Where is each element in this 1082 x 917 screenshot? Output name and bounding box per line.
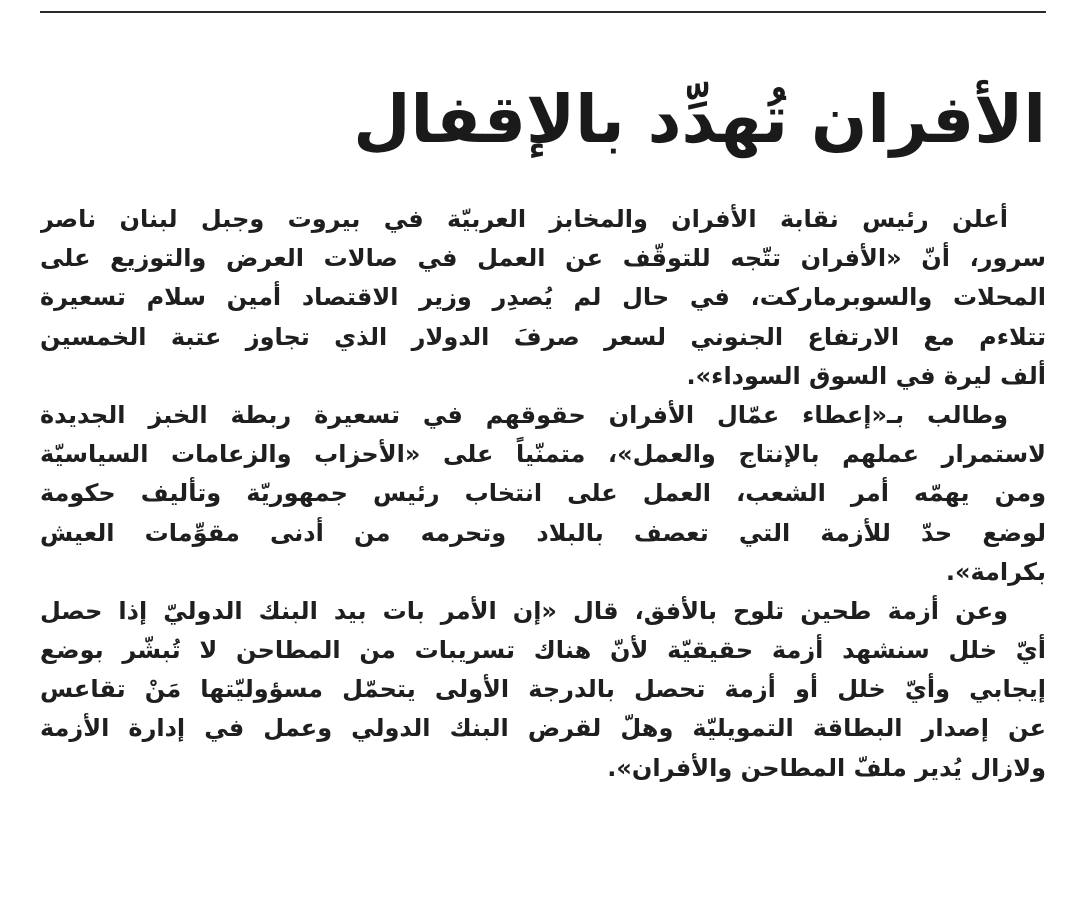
text-line: إيجابي وأيّ خلل أو أزمة تحصل بالدرجة الأولى يتحمّل مسؤوليّتها مَنْ تقاعس	[40, 675, 1046, 704]
text-line: لوضع حدّ للأزمة التي تعصف بالبلاد وتحرمه من أدنى مقوِّمات العيش	[40, 518, 1046, 547]
paragraph-2	[40, 396, 1046, 592]
text-line: وعن أزمة طحين تلوح بالأفق، قال «إن الأمر بات بيد البنك الدوليّ إذا حصل	[40, 596, 1008, 625]
text-line: وطالب بـ«إعطاء عمّال الأفران حقوقهم في تسعيرة ربطة الخبز الجديدة	[40, 400, 1008, 429]
text-line: ولازال يُدير ملفّ المطاحن والأفران».	[607, 753, 1046, 782]
text-line: بكرامة».	[945, 557, 1046, 586]
paragraph-1	[40, 200, 1046, 396]
article-body	[40, 200, 1046, 788]
text-line: سرور، أنّ «الأفران تتّجه للتوقّف عن العمل في صالات العرض والتوزيع على	[40, 244, 1046, 273]
text-line: أيّ خلل سنشهد أزمة حقيقيّة لأنّ هناك تسريبات من المطاحن لا تُبشّر بوضع	[40, 636, 1046, 665]
text-line: ألف ليرة في السوق السوداء».	[686, 361, 1046, 390]
text-line: ومن يهمّه أمر الشعب، العمل على انتخاب رئيس جمهوريّة وتأليف حكومة	[40, 479, 1046, 508]
paragraph-3	[40, 592, 1046, 788]
text-line: لاستمرار عملهم بالإنتاج والعمل»، متمنّياً على «الأحزاب والزعامات السياسيّة	[40, 440, 1046, 469]
text-line: تتلاءم مع الارتفاع الجنوني لسعر صرفَ الدولار الذي تجاوز عتبة الخمسين	[40, 322, 1046, 351]
text-line: المحلات والسوبرماركت، في حال لم يُصدِر وزير الاقتصاد أمين سلام تسعيرة	[40, 283, 1046, 312]
text-line: عن إصدار البطاقة التمويليّة وهلّ لقرض البنك الدولي وعمل في إدارة الأزمة	[40, 714, 1046, 743]
headline: الأفران تُهدِّد بالإقفال	[353, 81, 1046, 158]
text-line: أعلن رئيس نقابة الأفران والمخابز العربيّة في بيروت وجبل لبنان ناصر	[40, 205, 1008, 233]
top-rule	[40, 11, 1046, 13]
